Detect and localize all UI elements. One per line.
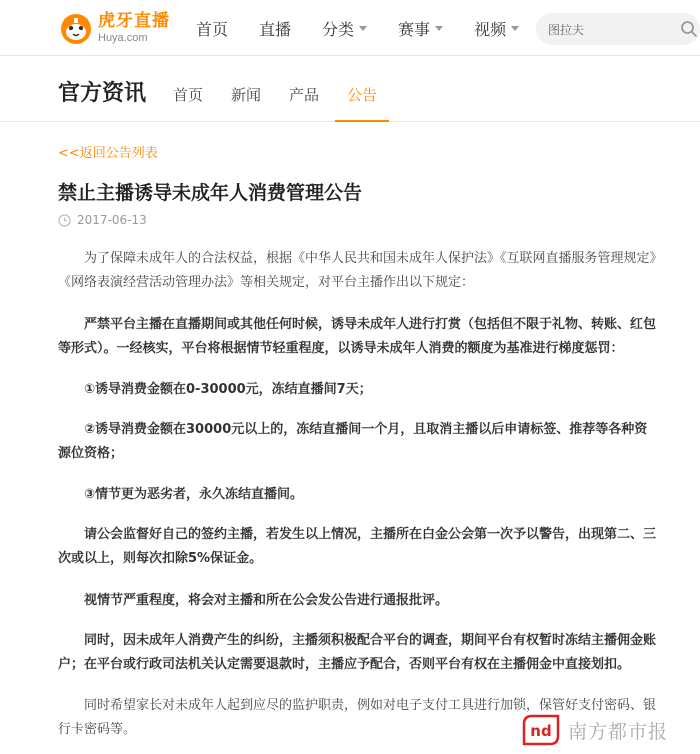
caret-down-icon [359, 26, 367, 31]
nav-item-label: 视频 [474, 19, 507, 39]
top-navbar [0, 0, 700, 56]
nav-item-label: 首页 [196, 19, 229, 39]
back-to-list-link[interactable]: <<返回公告列表 [58, 146, 158, 161]
watermark-text: 南方都市报 [568, 720, 669, 743]
brand-name: 虎牙直播 [98, 10, 170, 31]
tab-home[interactable]: 首页 [173, 86, 204, 104]
huya-logo[interactable] [58, 10, 170, 46]
tab-announcements[interactable]: 公告 [335, 56, 389, 122]
search-icon[interactable] [680, 20, 698, 38]
article-paragraph: 视情节严重程度，将会对主播和所在公会发公告进行通报批评。 [84, 593, 449, 608]
article-paragraph: 为了保障未成年人的合法权益，根据《中华人民共和国未成年人保护法》《互联网直播服务管理规定》《网络表演经营活动管理办法》等相关规定，对平台主播作出以下规定： [58, 251, 657, 290]
article-paragraph: ③情节更为恶劣者，永久冻结直播间。 [84, 487, 304, 502]
nav-item-video[interactable] [474, 17, 519, 40]
nd-logo-icon [520, 712, 562, 748]
article-date-row [58, 213, 147, 227]
nav-item-category[interactable] [322, 17, 367, 40]
page-title: 官方资讯 [58, 81, 147, 106]
caret-down-icon [511, 26, 519, 31]
brand-domain: Huya.com [98, 31, 148, 44]
tab-news[interactable]: 新闻 [231, 86, 262, 104]
news-tabs [173, 56, 417, 122]
article-title: 禁止主播诱导未成年人消费管理公告 [58, 182, 363, 204]
article-paragraph: 同时希望家长对未成年人起到应尽的监护职责，例如对电子支付工具进行加锁，保管好支付密码、银行卡密码等。 [58, 698, 657, 737]
page-header [0, 56, 700, 122]
article-date: 2017-06-13 [77, 213, 147, 227]
search-box [536, 13, 700, 45]
nav-item-home[interactable] [196, 17, 228, 40]
nav-item-label: 分类 [322, 19, 355, 39]
nav-item-label: 赛事 [398, 19, 431, 39]
nav-item-live[interactable] [259, 17, 291, 40]
article-paragraph: 请公会监督好自己的签约主播，若发生以上情况，主播所在白金公会第一次予以警告，出现第二、三次或以上，则每次扣除5%保证金。 [58, 527, 657, 566]
search-input[interactable] [548, 22, 676, 36]
article-paragraph: 严禁平台主播在直播期间或其他任何时候，诱导未成年人进行打赏（包括但不限于礼物、转账、红包等形式）。一经核实，平台将根据情节轻重程度，以诱导未成年人消费的额度为基准进行梯度惩罚： [58, 317, 657, 356]
nav-item-events[interactable] [398, 17, 443, 40]
caret-down-icon [435, 26, 443, 31]
nd-logo-text: nd [530, 722, 552, 740]
main-nav [196, 0, 550, 56]
tiger-logo-icon [58, 10, 94, 46]
tab-products[interactable]: 产品 [289, 86, 320, 104]
nav-item-label: 直播 [259, 19, 292, 39]
article-paragraph: ②诱导消费金额在30000元以上的，冻结直播间一个月，且取消主播以后申请标签、推荐等各种资源位资格； [58, 422, 648, 461]
clock-icon [58, 214, 71, 227]
article-paragraph: 同时，因未成年人消费产生的纠纷，主播须积极配合平台的调查，期间平台有权暂时冻结主播佣金账户；在平台或行政司法机关认定需要退款时，主播应予配合，否则平台有权在主播佣金中直接划扣。 [58, 633, 657, 672]
newspaper-watermark [520, 712, 668, 748]
article-paragraph: ①诱导消费金额在0-30000元，冻结直播间7天； [84, 382, 372, 397]
